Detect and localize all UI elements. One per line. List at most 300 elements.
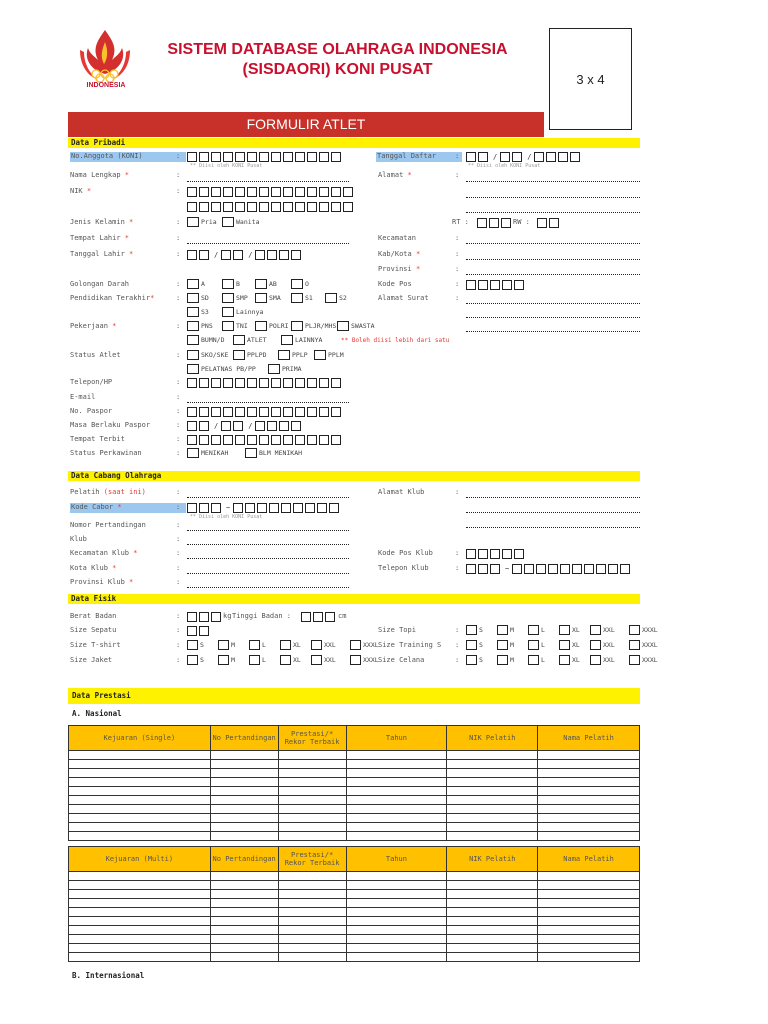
option-menikah[interactable]: MENIKAH <box>187 448 228 458</box>
table-cell[interactable] <box>69 881 211 890</box>
table-cell[interactable] <box>210 805 278 814</box>
tanggal-daftar-boxes[interactable]: / / <box>466 151 582 162</box>
option-sma[interactable]: SMA <box>255 293 281 303</box>
size-box[interactable] <box>466 625 477 635</box>
table-cell[interactable] <box>447 944 538 953</box>
table-cell[interactable] <box>447 805 538 814</box>
size-label: S <box>479 626 483 634</box>
option-sko[interactable]: SKO/SKE <box>187 350 228 360</box>
size-box[interactable] <box>559 640 570 650</box>
size-box[interactable] <box>350 655 361 665</box>
telepon-boxes[interactable] <box>187 377 343 388</box>
table-cell[interactable] <box>278 899 346 908</box>
table-cell[interactable] <box>346 787 447 796</box>
table-cell[interactable] <box>278 953 346 962</box>
table-cell[interactable] <box>69 814 211 823</box>
size-label: XL <box>293 656 301 664</box>
label-provinsi: Provinsi * <box>378 265 421 273</box>
berat-boxes[interactable] <box>187 611 223 622</box>
option-atlet[interactable]: ATLET <box>233 335 267 345</box>
colon: : <box>455 280 460 288</box>
table-cell[interactable] <box>210 814 278 823</box>
table-cell[interactable] <box>278 881 346 890</box>
form-banner: FORMULIR ATLET <box>68 112 544 137</box>
table-cell[interactable] <box>69 944 211 953</box>
option-smp[interactable]: SMP <box>222 293 248 303</box>
table-cell[interactable] <box>538 769 640 778</box>
size-box[interactable] <box>629 625 640 635</box>
table-cell[interactable] <box>278 944 346 953</box>
table-cell[interactable] <box>538 890 640 899</box>
size-label: XL <box>293 641 301 649</box>
size-box[interactable] <box>280 640 291 650</box>
alamat-surat-field-3[interactable] <box>466 331 640 332</box>
size-label: XXL <box>603 626 615 634</box>
table-cell[interactable] <box>278 814 346 823</box>
table-cell[interactable] <box>210 796 278 805</box>
table-cell[interactable] <box>346 769 447 778</box>
table-cell[interactable] <box>278 926 346 935</box>
option-gol-b[interactable]: B <box>222 279 240 289</box>
size-label: XXXL <box>642 626 658 634</box>
size-box[interactable] <box>311 655 322 665</box>
kode-pos-boxes[interactable] <box>466 279 526 290</box>
tempat-terbit-boxes[interactable] <box>187 434 343 445</box>
table-cell[interactable] <box>538 796 640 805</box>
tinggi-boxes[interactable] <box>301 611 337 622</box>
table-cell[interactable] <box>538 823 640 832</box>
option-blm-menikah[interactable]: BLM MENIKAH <box>245 448 302 458</box>
kota-klub-field[interactable] <box>187 573 349 574</box>
option-s2[interactable]: S2 <box>325 293 347 303</box>
label-status-atlet: Status Atlet <box>70 351 121 359</box>
table-cell[interactable] <box>346 805 447 814</box>
table-row[interactable] <box>69 814 640 823</box>
label-pekerjaan: Pekerjaan * <box>70 322 117 330</box>
section-data-pribadi: Data Pribadi <box>68 138 640 148</box>
table-cell[interactable] <box>346 926 447 935</box>
table-cell[interactable] <box>278 890 346 899</box>
telepon-klub-boxes[interactable]: ~ <box>466 563 632 574</box>
table-row[interactable] <box>69 953 640 962</box>
photo-label: 3 x 4 <box>576 71 605 87</box>
label-nomor-pertandingan: Nomor Pertandingan <box>70 521 146 529</box>
table-cell[interactable] <box>346 953 447 962</box>
size-box[interactable] <box>528 625 539 635</box>
table-cell[interactable] <box>69 796 211 805</box>
size-box[interactable] <box>218 640 229 650</box>
page-title <box>150 40 525 80</box>
table-cell[interactable] <box>69 823 211 832</box>
table-cell[interactable] <box>69 890 211 899</box>
table-cell[interactable] <box>538 935 640 944</box>
label-rw: RW : <box>513 218 530 226</box>
table-cell[interactable] <box>210 935 278 944</box>
option-pria[interactable]: Pria <box>187 217 217 227</box>
table-cell[interactable] <box>69 787 211 796</box>
label-masa-paspor: Masa Berlaku Paspor <box>70 421 151 429</box>
table-body-single[interactable] <box>69 751 640 841</box>
option-swasta[interactable]: SWASTA <box>337 321 374 331</box>
table-cell[interactable] <box>278 908 346 917</box>
alamat-field-2[interactable] <box>466 197 640 198</box>
table-cell[interactable] <box>538 944 640 953</box>
size-box[interactable] <box>187 640 198 650</box>
alamat-klub-field-1[interactable] <box>466 497 640 498</box>
size-box[interactable] <box>528 640 539 650</box>
table-cell[interactable] <box>538 917 640 926</box>
training-size-options[interactable] <box>466 640 660 650</box>
label-kode-pos-klub: Kode Pos Klub <box>378 549 433 557</box>
size-box[interactable] <box>497 625 508 635</box>
label-size-sepatu: Size Sepatu <box>70 626 117 634</box>
size-box[interactable] <box>466 640 477 650</box>
table-cell[interactable] <box>447 890 538 899</box>
option-s3[interactable]: S3 <box>187 307 209 317</box>
label-tanggal-daftar: Tanggal Daftar <box>376 152 462 162</box>
celana-size-options[interactable] <box>466 655 660 665</box>
table-cell[interactable] <box>538 787 640 796</box>
table-cell[interactable] <box>69 805 211 814</box>
table-cell[interactable] <box>346 935 447 944</box>
table-cell[interactable] <box>447 926 538 935</box>
option-s1[interactable]: S1 <box>291 293 313 303</box>
table-cell[interactable] <box>69 769 211 778</box>
table-cell[interactable] <box>210 832 278 841</box>
table-cell[interactable] <box>346 823 447 832</box>
table-cell[interactable] <box>346 944 447 953</box>
size-box[interactable] <box>249 655 260 665</box>
table-cell[interactable] <box>346 814 447 823</box>
table-cell[interactable] <box>69 751 211 760</box>
jaket-size-options[interactable] <box>187 655 381 665</box>
table-cell[interactable] <box>538 778 640 787</box>
size-box[interactable] <box>249 640 260 650</box>
size-box[interactable] <box>590 655 601 665</box>
option-wanita[interactable]: Wanita <box>222 217 259 227</box>
option-pelatnas[interactable]: PELATNAS PB/PP <box>187 364 256 374</box>
table-cell[interactable] <box>69 899 211 908</box>
table-cell[interactable] <box>210 890 278 899</box>
table-cell[interactable] <box>278 796 346 805</box>
table-row[interactable] <box>69 832 640 841</box>
size-box[interactable] <box>218 655 229 665</box>
masa-paspor-boxes[interactable]: / / <box>187 420 303 431</box>
table-cell[interactable] <box>69 935 211 944</box>
table-cell[interactable] <box>447 832 538 841</box>
table-cell[interactable] <box>346 832 447 841</box>
no-anggota-boxes[interactable] <box>187 151 343 162</box>
table-cell[interactable] <box>278 872 346 881</box>
col-header: Prestasi/* Rekor Terbaik <box>278 847 346 872</box>
no-paspor-boxes[interactable] <box>187 406 343 417</box>
table-cell[interactable] <box>210 881 278 890</box>
table-cell[interactable] <box>538 908 640 917</box>
table-row[interactable] <box>69 787 640 796</box>
size-box[interactable] <box>559 655 570 665</box>
table-cell[interactable] <box>538 760 640 769</box>
pelatih-field[interactable] <box>187 497 349 498</box>
colon: : <box>176 421 181 429</box>
size-box[interactable] <box>629 655 640 665</box>
option-tni[interactable]: TNI <box>222 321 248 331</box>
klub-field[interactable] <box>187 544 349 545</box>
nomor-pertandingan-field[interactable] <box>187 530 349 531</box>
table-cell[interactable] <box>447 953 538 962</box>
table-cell[interactable] <box>69 872 211 881</box>
table-cell[interactable] <box>278 778 346 787</box>
table-row[interactable] <box>69 751 640 760</box>
table-cell[interactable] <box>278 832 346 841</box>
table-nasional-single[interactable] <box>68 725 640 841</box>
table-cell[interactable] <box>69 832 211 841</box>
table-row[interactable] <box>69 890 640 899</box>
table-cell[interactable] <box>447 935 538 944</box>
option-gol-a[interactable]: A <box>187 279 205 289</box>
tempat-lahir-field[interactable] <box>187 243 349 244</box>
table-cell[interactable] <box>447 778 538 787</box>
table-row[interactable] <box>69 935 640 944</box>
table-cell[interactable] <box>210 953 278 962</box>
table-row[interactable] <box>69 872 640 881</box>
size-box[interactable] <box>466 655 477 665</box>
table-cell[interactable] <box>447 881 538 890</box>
alamat-klub-field-3[interactable] <box>466 527 640 528</box>
colon: : <box>176 351 181 359</box>
table-row[interactable] <box>69 926 640 935</box>
colon: : <box>176 152 186 162</box>
table-cell[interactable] <box>210 787 278 796</box>
email-field[interactable] <box>187 402 349 403</box>
size-box[interactable] <box>590 625 601 635</box>
colon: : <box>176 378 181 386</box>
table-cell[interactable] <box>278 805 346 814</box>
table-cell[interactable] <box>346 881 447 890</box>
title-line-1: SISTEM DATABASE OLAHRAGA INDONESIA <box>167 41 508 58</box>
table-cell[interactable] <box>210 908 278 917</box>
option-pns[interactable]: PNS <box>187 321 213 331</box>
option-prima[interactable]: PRIMA <box>268 364 302 374</box>
table-row[interactable] <box>69 908 640 917</box>
table-nasional-multi[interactable] <box>68 846 640 962</box>
kode-pos-klub-boxes[interactable] <box>466 548 526 559</box>
size-box[interactable] <box>629 640 640 650</box>
option-lainnya-pek[interactable]: LAINNYA <box>281 335 322 345</box>
topi-size-options[interactable] <box>466 625 660 635</box>
label-tanggal-lahir: Tanggal Lahir * <box>70 250 134 258</box>
table-cell[interactable] <box>210 872 278 881</box>
alamat-klub-field-2[interactable] <box>466 512 640 513</box>
photo-box[interactable] <box>549 28 632 130</box>
table-cell[interactable] <box>346 917 447 926</box>
size-label: XXL <box>603 641 615 649</box>
table-cell[interactable] <box>346 899 447 908</box>
logo-text: INDONESIA <box>86 82 126 89</box>
table-cell[interactable] <box>69 926 211 935</box>
table-cell[interactable] <box>447 751 538 760</box>
table-cell[interactable] <box>278 769 346 778</box>
alamat-field-1[interactable] <box>466 181 640 182</box>
label-kota-klub: Kota Klub * <box>70 564 117 572</box>
table-header <box>69 726 640 751</box>
table-row[interactable] <box>69 805 640 814</box>
table-cell[interactable] <box>346 908 447 917</box>
table-cell[interactable] <box>210 769 278 778</box>
table-cell[interactable] <box>278 751 346 760</box>
table-cell[interactable] <box>538 899 640 908</box>
table-cell[interactable] <box>346 778 447 787</box>
size-box[interactable] <box>528 655 539 665</box>
alamat-surat-field-2[interactable] <box>466 317 640 318</box>
tanggal-lahir-boxes[interactable]: / / <box>187 249 303 260</box>
kode-cabor-boxes[interactable]: ~ <box>187 502 341 513</box>
option-pplp[interactable]: PPLP <box>278 350 308 360</box>
table-cell[interactable] <box>538 953 640 962</box>
colon: : <box>455 564 460 572</box>
col-header: Kejuaran (Multi) <box>69 847 211 872</box>
table-cell[interactable] <box>538 805 640 814</box>
table-cell[interactable] <box>278 760 346 769</box>
table-cell[interactable] <box>278 935 346 944</box>
label-kode-cabor: Kode Cabor * <box>70 503 176 513</box>
table-cell[interactable] <box>278 823 346 832</box>
tshirt-size-options[interactable] <box>187 640 381 650</box>
table-cell[interactable] <box>69 778 211 787</box>
kab-kota-field[interactable] <box>466 259 640 260</box>
option-pljr[interactable]: PLJR/MHS <box>291 321 336 331</box>
alamat-surat-field-1[interactable] <box>466 303 640 304</box>
table-cell[interactable] <box>538 832 640 841</box>
size-label: XL <box>572 626 580 634</box>
table-cell[interactable] <box>210 917 278 926</box>
table-cell[interactable] <box>346 751 447 760</box>
table-cell[interactable] <box>538 814 640 823</box>
option-bumn[interactable]: BUMN/D <box>187 335 224 345</box>
table-cell[interactable] <box>538 881 640 890</box>
table-cell[interactable] <box>278 787 346 796</box>
option-pplpd[interactable]: PPLPD <box>233 350 267 360</box>
nama-lengkap-field[interactable] <box>187 181 349 182</box>
size-box[interactable] <box>187 655 198 665</box>
table-cell[interactable] <box>210 751 278 760</box>
label-rt: RT : <box>452 218 469 226</box>
size-box[interactable] <box>590 640 601 650</box>
colon: : <box>455 234 460 242</box>
table-cell[interactable] <box>447 796 538 805</box>
table-cell[interactable] <box>69 908 211 917</box>
col-header: NIK Pelatih <box>447 847 538 872</box>
alamat-field-3[interactable] <box>466 212 640 213</box>
table-cell[interactable] <box>346 760 447 769</box>
size-box[interactable] <box>280 655 291 665</box>
table-cell[interactable] <box>447 814 538 823</box>
size-box[interactable] <box>497 640 508 650</box>
option-gol-o[interactable]: O <box>291 279 309 289</box>
table-row[interactable] <box>69 769 640 778</box>
table-cell[interactable] <box>278 917 346 926</box>
table-body-multi[interactable] <box>69 872 640 962</box>
table-cell[interactable] <box>346 890 447 899</box>
table-cell[interactable] <box>447 787 538 796</box>
provinsi-klub-field[interactable] <box>187 587 349 588</box>
option-gol-ab[interactable]: AB <box>255 279 277 289</box>
colon: : <box>455 656 460 664</box>
table-cell[interactable] <box>447 917 538 926</box>
table-cell[interactable] <box>346 872 447 881</box>
kecamatan-field[interactable] <box>466 243 640 244</box>
table-cell[interactable] <box>69 760 211 769</box>
table-row[interactable] <box>69 778 640 787</box>
table-cell[interactable] <box>210 778 278 787</box>
size-label: XXXL <box>363 656 379 664</box>
size-box[interactable] <box>350 640 361 650</box>
label-jenis-kelamin: Jenis Kelamin * <box>70 218 134 226</box>
option-polri[interactable]: POLRI <box>255 321 289 331</box>
table-cell[interactable] <box>210 760 278 769</box>
table-row[interactable] <box>69 796 640 805</box>
size-label: M <box>231 656 235 664</box>
rt-boxes[interactable] <box>477 217 513 228</box>
table-cell[interactable] <box>447 769 538 778</box>
option-lainnya[interactable]: Lainnya <box>222 307 263 317</box>
table-cell[interactable] <box>538 872 640 881</box>
table-cell[interactable] <box>447 899 538 908</box>
provinsi-field[interactable] <box>466 274 640 275</box>
colon: : <box>176 521 181 529</box>
colon: : <box>176 564 181 572</box>
table-cell[interactable] <box>447 760 538 769</box>
label-size-jaket: Size Jaket <box>70 656 113 664</box>
kecamatan-klub-field[interactable] <box>187 558 349 559</box>
table-row[interactable] <box>69 760 640 769</box>
rw-boxes[interactable] <box>537 217 561 228</box>
colon: : <box>176 549 181 557</box>
table-cell[interactable] <box>447 823 538 832</box>
size-box[interactable] <box>559 625 570 635</box>
table-cell[interactable] <box>210 944 278 953</box>
sepatu-boxes[interactable] <box>187 625 211 636</box>
table-row[interactable] <box>69 944 640 953</box>
table-cell[interactable] <box>447 908 538 917</box>
pekerjaan-note: ** Boleh diisi lebih dari satu <box>341 337 450 344</box>
label-cm: cm <box>338 612 347 620</box>
option-pplm[interactable]: PPLM <box>314 350 344 360</box>
size-box[interactable] <box>311 640 322 650</box>
label-kab-kota: Kab/Kota * <box>378 250 421 258</box>
table-row[interactable] <box>69 899 640 908</box>
col-header: No Pertandingan <box>210 726 278 751</box>
table-cell[interactable] <box>447 872 538 881</box>
table-cell[interactable] <box>210 926 278 935</box>
table-cell[interactable] <box>69 953 211 962</box>
table-cell[interactable] <box>538 926 640 935</box>
option-sd[interactable]: SD <box>187 293 209 303</box>
nik-boxes[interactable] <box>187 186 355 197</box>
label-nama-lengkap: Nama Lengkap * <box>70 171 130 179</box>
label-tempat-lahir: Tempat Lahir * <box>70 234 130 242</box>
colon: : <box>176 626 181 634</box>
table-row[interactable] <box>69 823 640 832</box>
table-row[interactable] <box>69 917 640 926</box>
table-row[interactable] <box>69 881 640 890</box>
nik-boxes-2[interactable] <box>187 201 355 212</box>
table-cell[interactable] <box>210 823 278 832</box>
table-cell[interactable] <box>210 899 278 908</box>
table-cell[interactable] <box>538 751 640 760</box>
table-cell[interactable] <box>346 796 447 805</box>
size-box[interactable] <box>497 655 508 665</box>
table-cell[interactable] <box>69 917 211 926</box>
